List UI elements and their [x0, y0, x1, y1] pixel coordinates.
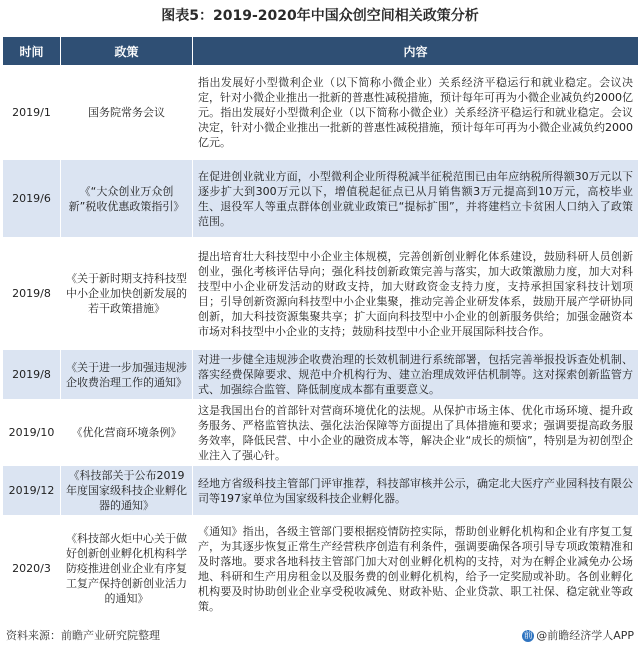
row-time: 2019/8	[3, 350, 61, 400]
row-policy: 《关于新时期支持科技型中小企业加快创新发展的若干政策措施》	[61, 238, 193, 350]
row-content: 提出培育壮大科技型中小企业主体规模，完善创新创业孵化体系建设，鼓励科研人员创新创业，强化考核评估导向；强化科技创新政策完善与落实，加大政策激励力度，加大对科技型中小企业研发活动的财政支持，加大财政资金支持力度，支持承担国家科技计划项目；引导创新资源向科技型中小企业集聚，推动完善企业研发体系，鼓励开展产学研协同创新，加大科技资源集聚共享；扩大面向科技型中小企业的创新服务供给；加强金融资本市场对科技型中小企业的支持；鼓励科技型中小企业开展国际科技合作。	[193, 238, 639, 350]
header-policy: 政策	[61, 37, 193, 66]
header-content: 内容	[193, 37, 639, 66]
row-policy: 《关于进一步加强违规涉企收费治理工作的通知》	[61, 350, 193, 400]
table-row	[3, 238, 639, 350]
table-row	[3, 516, 639, 622]
table-row	[3, 466, 639, 516]
footer	[0, 621, 640, 647]
brand-credit	[522, 627, 634, 643]
row-policy: 《科技部关于公布2019年度国家级科技企业孵化器的通知》	[61, 466, 193, 516]
row-time: 2019/8	[3, 238, 61, 350]
row-time: 2019/12	[3, 466, 61, 516]
header-time: 时间	[3, 37, 61, 66]
brand-logo-icon: 前	[523, 631, 533, 641]
row-policy: 国务院常务会议	[61, 66, 193, 160]
row-policy: 《优化营商环境条例》	[61, 400, 193, 466]
table-row	[3, 350, 639, 400]
row-content: 在促进创业就业方面，小型微利企业所得税减半征税范围已由年应纳税所得额30万元以下逐步扩大到300万元以下，增值税起征点已从月销售额3万元提高到10万元，高校毕业生、退役军人等重点群体创业就业政策已“提标扩围”，并将建档立卡贫困人口纳入了政策范围。	[193, 160, 639, 238]
table-row	[3, 400, 639, 466]
source-note: 资料来源：前瞻产业研究院整理	[6, 629, 160, 642]
chart-title: 图表5：2019-2020年中国众创空间相关政策分析	[161, 8, 479, 24]
row-content: 指出发展好小型微利企业（以下简称小微企业）关系经济平稳运行和就业稳定。会议决定，针对小微企业推出一批新的普惠性减税措施，预计每年可再为小微企业减负约2000亿元。指出发展好小型微利企业（以下简称小微企业）关系经济平稳运行和就业稳定。会议决定，针对小微企业推出一批新的普惠性减税措施，预计每年可再为小微企业减负约2000亿元。	[193, 66, 639, 160]
row-time: 2019/1	[3, 66, 61, 160]
row-policy: 《科技部火炬中心关于做好创新创业孵化机构科学防疫推进创业企业有序复工复产保持创新创业活力的通知》	[61, 516, 193, 622]
brand-text: @前瞻经济学人APP	[536, 629, 634, 642]
row-time: 2019/6	[3, 160, 61, 238]
table-row	[3, 66, 639, 160]
row-content: 对进一步健全违规涉企收费治理的长效机制进行系统部署，包括完善举报投诉查处机制、落实经费保障要求、规范中介机构行为、建立治理成效评估机制等。这对探索创新监管方式、加强综合监管、降低制度成本都有重要意义。	[193, 350, 639, 400]
row-time: 2020/3	[3, 516, 61, 622]
row-content: 《通知》指出，各级主管部门要根据疫情防控实际，帮助创业孵化机构和企业有序复工复产，为其逐步恢复正常生产经营秩序创造有利条件，强调要确保各项引导专项政策精准和及时落地。要求各地科技主管部门加大对创业孵化机构的支持，对为在孵企业减免办公场地、科研和生产用房租金以及服务费的创业孵化机构，给予一定奖励或补助。各创业孵化机构要及时协助创业企业享受税收减免、财政补贴、企业贷款、职工社保、稳定就业等政策。	[193, 516, 639, 622]
table-row	[3, 160, 639, 238]
table-header-row	[3, 37, 639, 66]
row-content: 经地方省级科技主管部门评审推荐，科技部审核并公示，确定北大医疗产业园科技有限公司等197家单位为国家级科技企业孵化器。	[193, 466, 639, 516]
row-policy: 《“大众创业万众创新”税收优惠政策指引》	[61, 160, 193, 238]
policy-table	[2, 36, 639, 622]
row-content: 这是我国出台的首部针对营商环境优化的法规。从保护市场主体、优化市场环境、提升政务服务、严格监管执法、强化法治保障等方面提出了具体措施和要求；强调要提高政务服务效率，降低民营、中小企业的融资成本等，解决企业“成长的烦恼”，特别是为初创型企业注入了强心针。	[193, 400, 639, 466]
row-time: 2019/10	[3, 400, 61, 466]
